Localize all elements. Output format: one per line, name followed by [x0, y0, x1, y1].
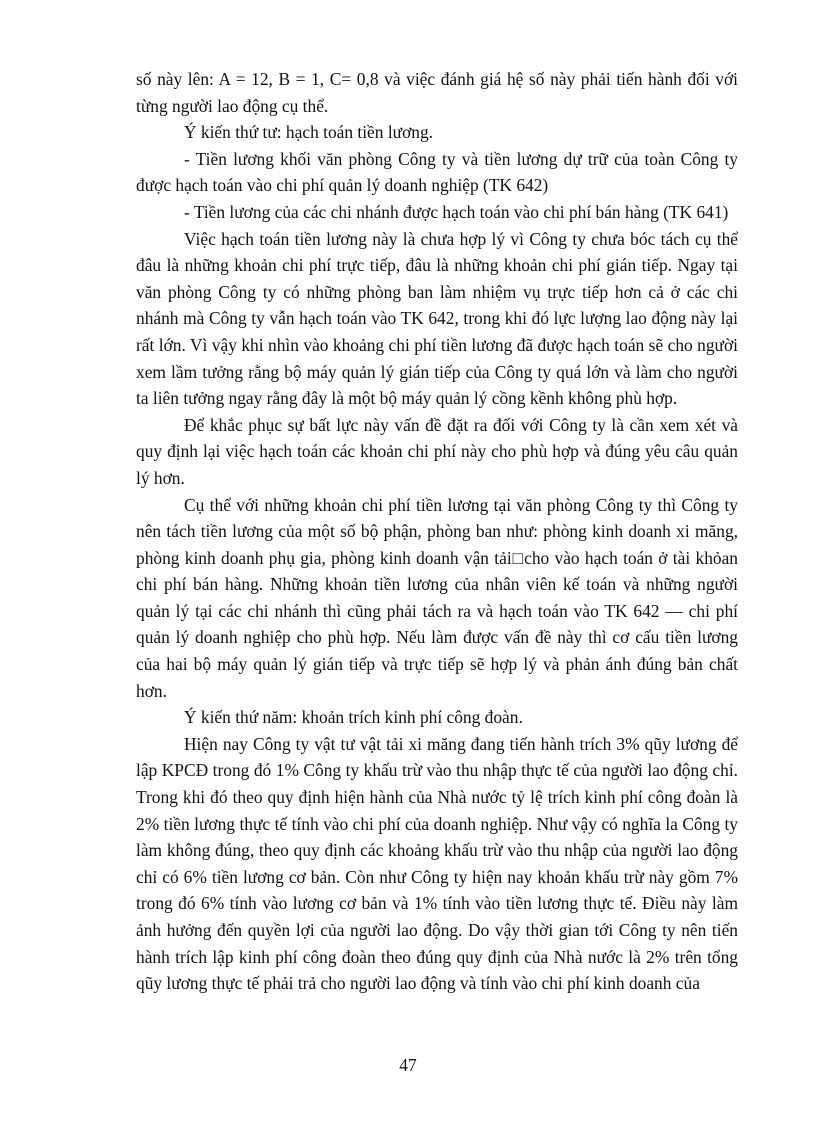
page-number: 47: [399, 1055, 417, 1075]
document-body: [136, 66, 738, 997]
paragraph: Hiện nay Công ty vật tư vật tải xi măng đang tiến hành trích 3% qũy lương để lập KPCĐ trong đó 1% Công ty khấu trừ vào thu nhập thực tế của người lao động chỉ. Trong khi đó theo quy định hiện hành của Nhà nước tỷ lệ trích kinh phí công đoàn là 2% tiền lương thực tế tính vào chi phí của doanh nghiệp. Như vậy có nghĩa la Công ty làm không đúng, theo quy định các khoảng khấu trừ vào thu nhập của người lao động chỉ có 6% tiền lương cơ bản. Còn như Công ty hiện nay khoản khấu trừ này gồm 7% trong đó 6% tính vào lương cơ bản và 1% tính vào tiền lương thực tế. Điều này làm ảnh hưởng đến quyền lợi của người lao động. Do vậy thời gian tới Công ty nên tiến hành trích lập kinh phí công đoàn theo đúng quy định của Nhà nước là 2% trên tổng qũy lương thực tế phải trả cho người lao động và tính vào chi phí kinh doanh của: [136, 733, 738, 994]
paragraph: Cụ thể với những khoản chi phí tiền lương tại văn phòng Công ty thì Công ty nên tách tiền lương của một số bộ phận, phòng ban như: phòng kinh doanh xi măng, phòng kinh doanh phụ gia, phòng kinh doanh vận tải□cho vào hạch toán ở tài khỏan chi phí bán hàng. Những khoản tiền lương của nhân viên kế toán và những người quản lý tại các chi nhánh thì cũng phải tách ra và hạch toán vào TK 642 — chi phí quản lý doanh nghiệp cho phù hợp. Nếu làm được vấn đề này thì cơ cấu tiền lương của hai bộ máy quản lý gián tiếp và trực tiếp sẽ hợp lý và phản ánh đúng bản chất hơn.: [136, 494, 738, 701]
paragraph: Ý kiến thứ năm: khoản trích kinh phí công đoàn.: [184, 707, 523, 728]
paragraph: - Tiền lương khối văn phòng Công ty và tiền lương dự trữ của toàn Công ty được hạch toán vào chi phí quản lý doanh nghiệp (TK 642): [136, 148, 738, 196]
paragraph: Việc hạch toán tiền lương này là chưa hợp lý vì Công ty chưa bóc tách cụ thể đâu là những khoản chi phí trực tiếp, đâu là những khoản chi phí gián tiếp. Ngay tại văn phòng Công ty có những phòng ban làm nhiệm vụ trực tiếp hơn cả ở các chi nhánh mà Công ty vẫn hạch toán vào TK 642, trong khi đó lực lượng lao động này lại rất lớn. Vì vậy khi nhìn vào khoảng chi phí tiền lương đã được hạch toán sẽ cho người xem lầm tưởng rằng bộ máy quản lý gián tiếp của Công ty quá lớn và làm cho người ta liên tưởng ngay rằng đây là một bộ máy quản lý cồng kềnh không phù hợp.: [136, 228, 738, 409]
paragraph: Ý kiến thứ tư: hạch toán tiền lương.: [184, 122, 434, 143]
paragraph: số này lên: A = 12, B = 1, C= 0,8 và việc đánh giá hệ số này phải tiến hành đối với từng người lao động cụ thể.: [136, 69, 738, 116]
paragraph: Để khắc phục sự bất lực này vấn đề đặt ra đối với Công ty là cần xem xét và quy định lại việc hạch toán các khoản chi phí này cho phù hợp và đúng yêu câu quản lý hơn.: [136, 414, 738, 488]
paragraph: - Tiền lương của các chi nhánh được hạch toán vào chi phí bán hàng (TK 641): [184, 201, 729, 222]
